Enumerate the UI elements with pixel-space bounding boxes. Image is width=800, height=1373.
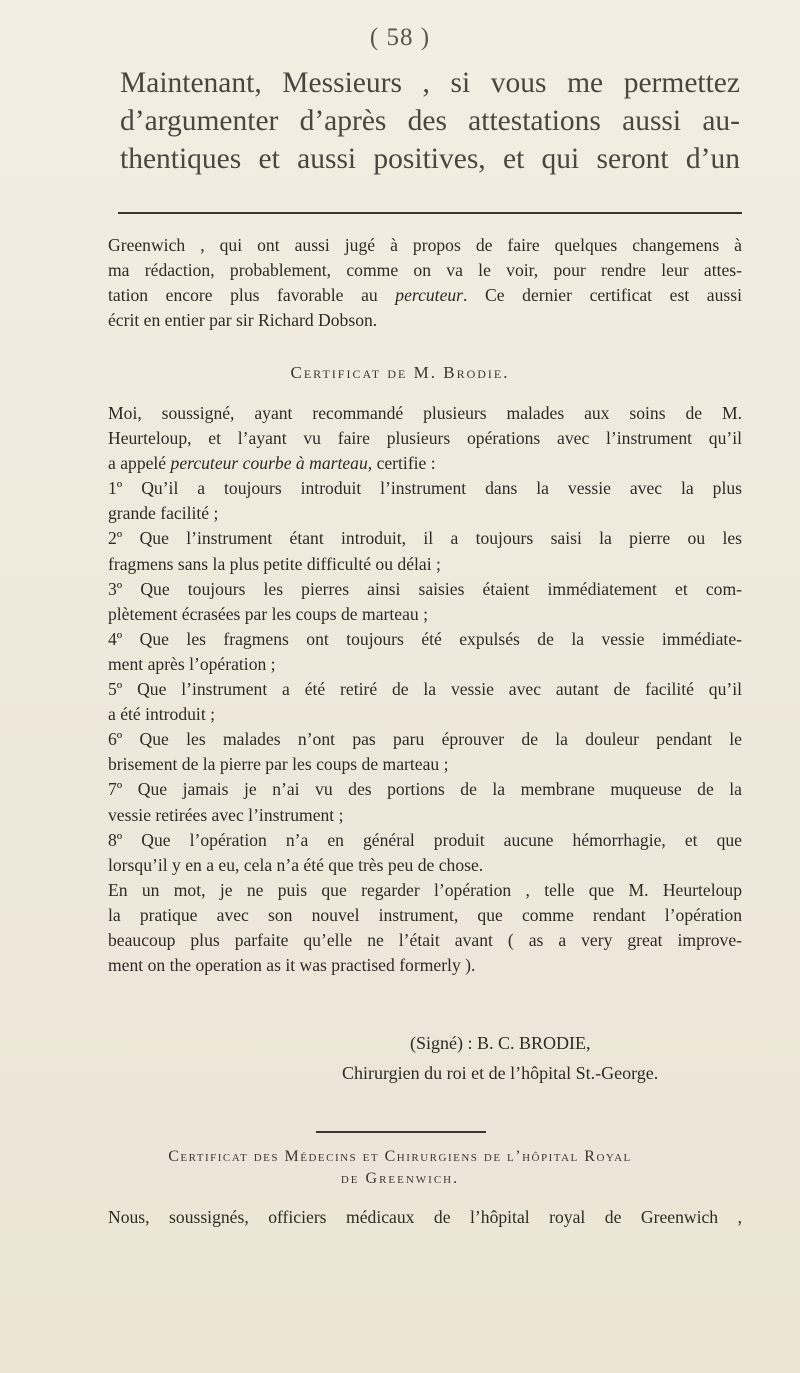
text-line: ment on the operation as it was practised formerly ). [108,955,476,976]
list-item: 4º Que les fragmens ont toujours été expulsés de la vessie immédiate- [108,628,742,649]
section-divider [118,212,742,214]
list-item: 1º Qu’il a toujours introduit l’instrument dans la vessie avec la plus [108,478,742,499]
brodie-certificate-body [108,401,742,978]
list-item: 7º Que jamais je n’ai vu des portions de la membrane muqueuse de la [108,779,742,800]
text-line: Heurteloup, et l’ayant vu faire plusieurs opérations avec l’instrument qu’il [108,428,742,449]
hospital-certificate-heading: Certificat des Médecins et Chirurgiens de l’hôpital Royal [168,1148,632,1165]
text-line: beaucoup plus parfaite qu’elle ne l’était avant ( as a very great improve- [108,929,742,950]
text-line: plètement écrasées par les coups de marteau ; [108,603,428,624]
text-line: ment après l’opération ; [108,653,276,674]
brodie-certificate-heading: Certificat de M. Brodie. [290,363,510,382]
hospital-certificate-heading-cont: de Greenwich. [340,1170,460,1187]
list-item: 3º Que toujours les pierres ainsi saisies étaient immédiatement et com- [108,578,742,599]
text-line: lorsqu’il y en a eu, cela n’a été que très peu de chose. [108,854,484,875]
text-line: la pratique avec son nouvel instrument, que comme rendant l’opération [108,904,742,925]
text-line: Greenwich , qui ont aussi jugé à propos de faire quelques changemens à [108,235,742,255]
lead-line: d’argumenter d’après des attestations aussi au- [120,105,740,137]
text-line: vessie retirées avec l’instrument ; [108,804,344,825]
list-item: 5º Que l’instrument a été retiré de la vessie avec autant de facilité qu’il [108,679,742,700]
text-line: brisement de la pierre par les coups de marteau ; [108,754,449,775]
text-line: Moi, soussigné, ayant recommandé plusieurs malades aux soins de M. [108,403,742,423]
text-line: En un mot, je ne puis que regarder l’opération , telle que M. Heurteloup [108,879,742,900]
intro-paragraph [108,233,742,333]
lead-line: thentiques et aussi positives, et qui seront d’un [120,143,740,175]
lead-paragraph [120,64,740,178]
text-line: grande facilité ; [108,503,219,524]
page-number: ( 58 ) [369,24,431,51]
section-divider-short [316,1131,486,1133]
emphasis-percuteur: percuteur [395,285,464,306]
lead-line: Maintenant, Messieurs , si vous me permettez [120,67,740,99]
text-line: a été introduit ; [108,704,215,725]
text-line: tation encore plus favorable au percuteur. Ce dernier certificat est aussi [108,285,742,306]
list-item: 2º Que l’instrument étant introduit, il a toujours saisi la pierre ou les [108,528,742,549]
signature-title: Chirurgien du roi et de l’hôpital St.-George. [342,1063,659,1083]
hospital-certificate-body [108,1205,742,1230]
text-line: écrit en entier par sir Richard Dobson. [108,310,378,331]
text-line: ma rédaction, probablement, comme on va le voir, pour rendre leur attes- [108,260,742,281]
text-line: a appelé percuteur courbe à marteau, certifie : [108,453,436,474]
list-item: 6º Que les malades n’ont pas paru éprouver de la douleur pendant le [108,729,742,750]
list-item: 8º Que l’opération n’a en général produit aucune hémorrhagie, et que [108,829,742,850]
signature-name: (Signé) : B. C. BRODIE, [410,1033,591,1053]
emphasis-instrument-name: percuteur courbe à marteau [170,453,368,474]
text-line: Nous, soussignés, officiers médicaux de l’hôpital royal de Greenwich , [108,1207,742,1227]
text-line: fragmens sans la plus petite difficulté ou délai ; [108,553,441,574]
